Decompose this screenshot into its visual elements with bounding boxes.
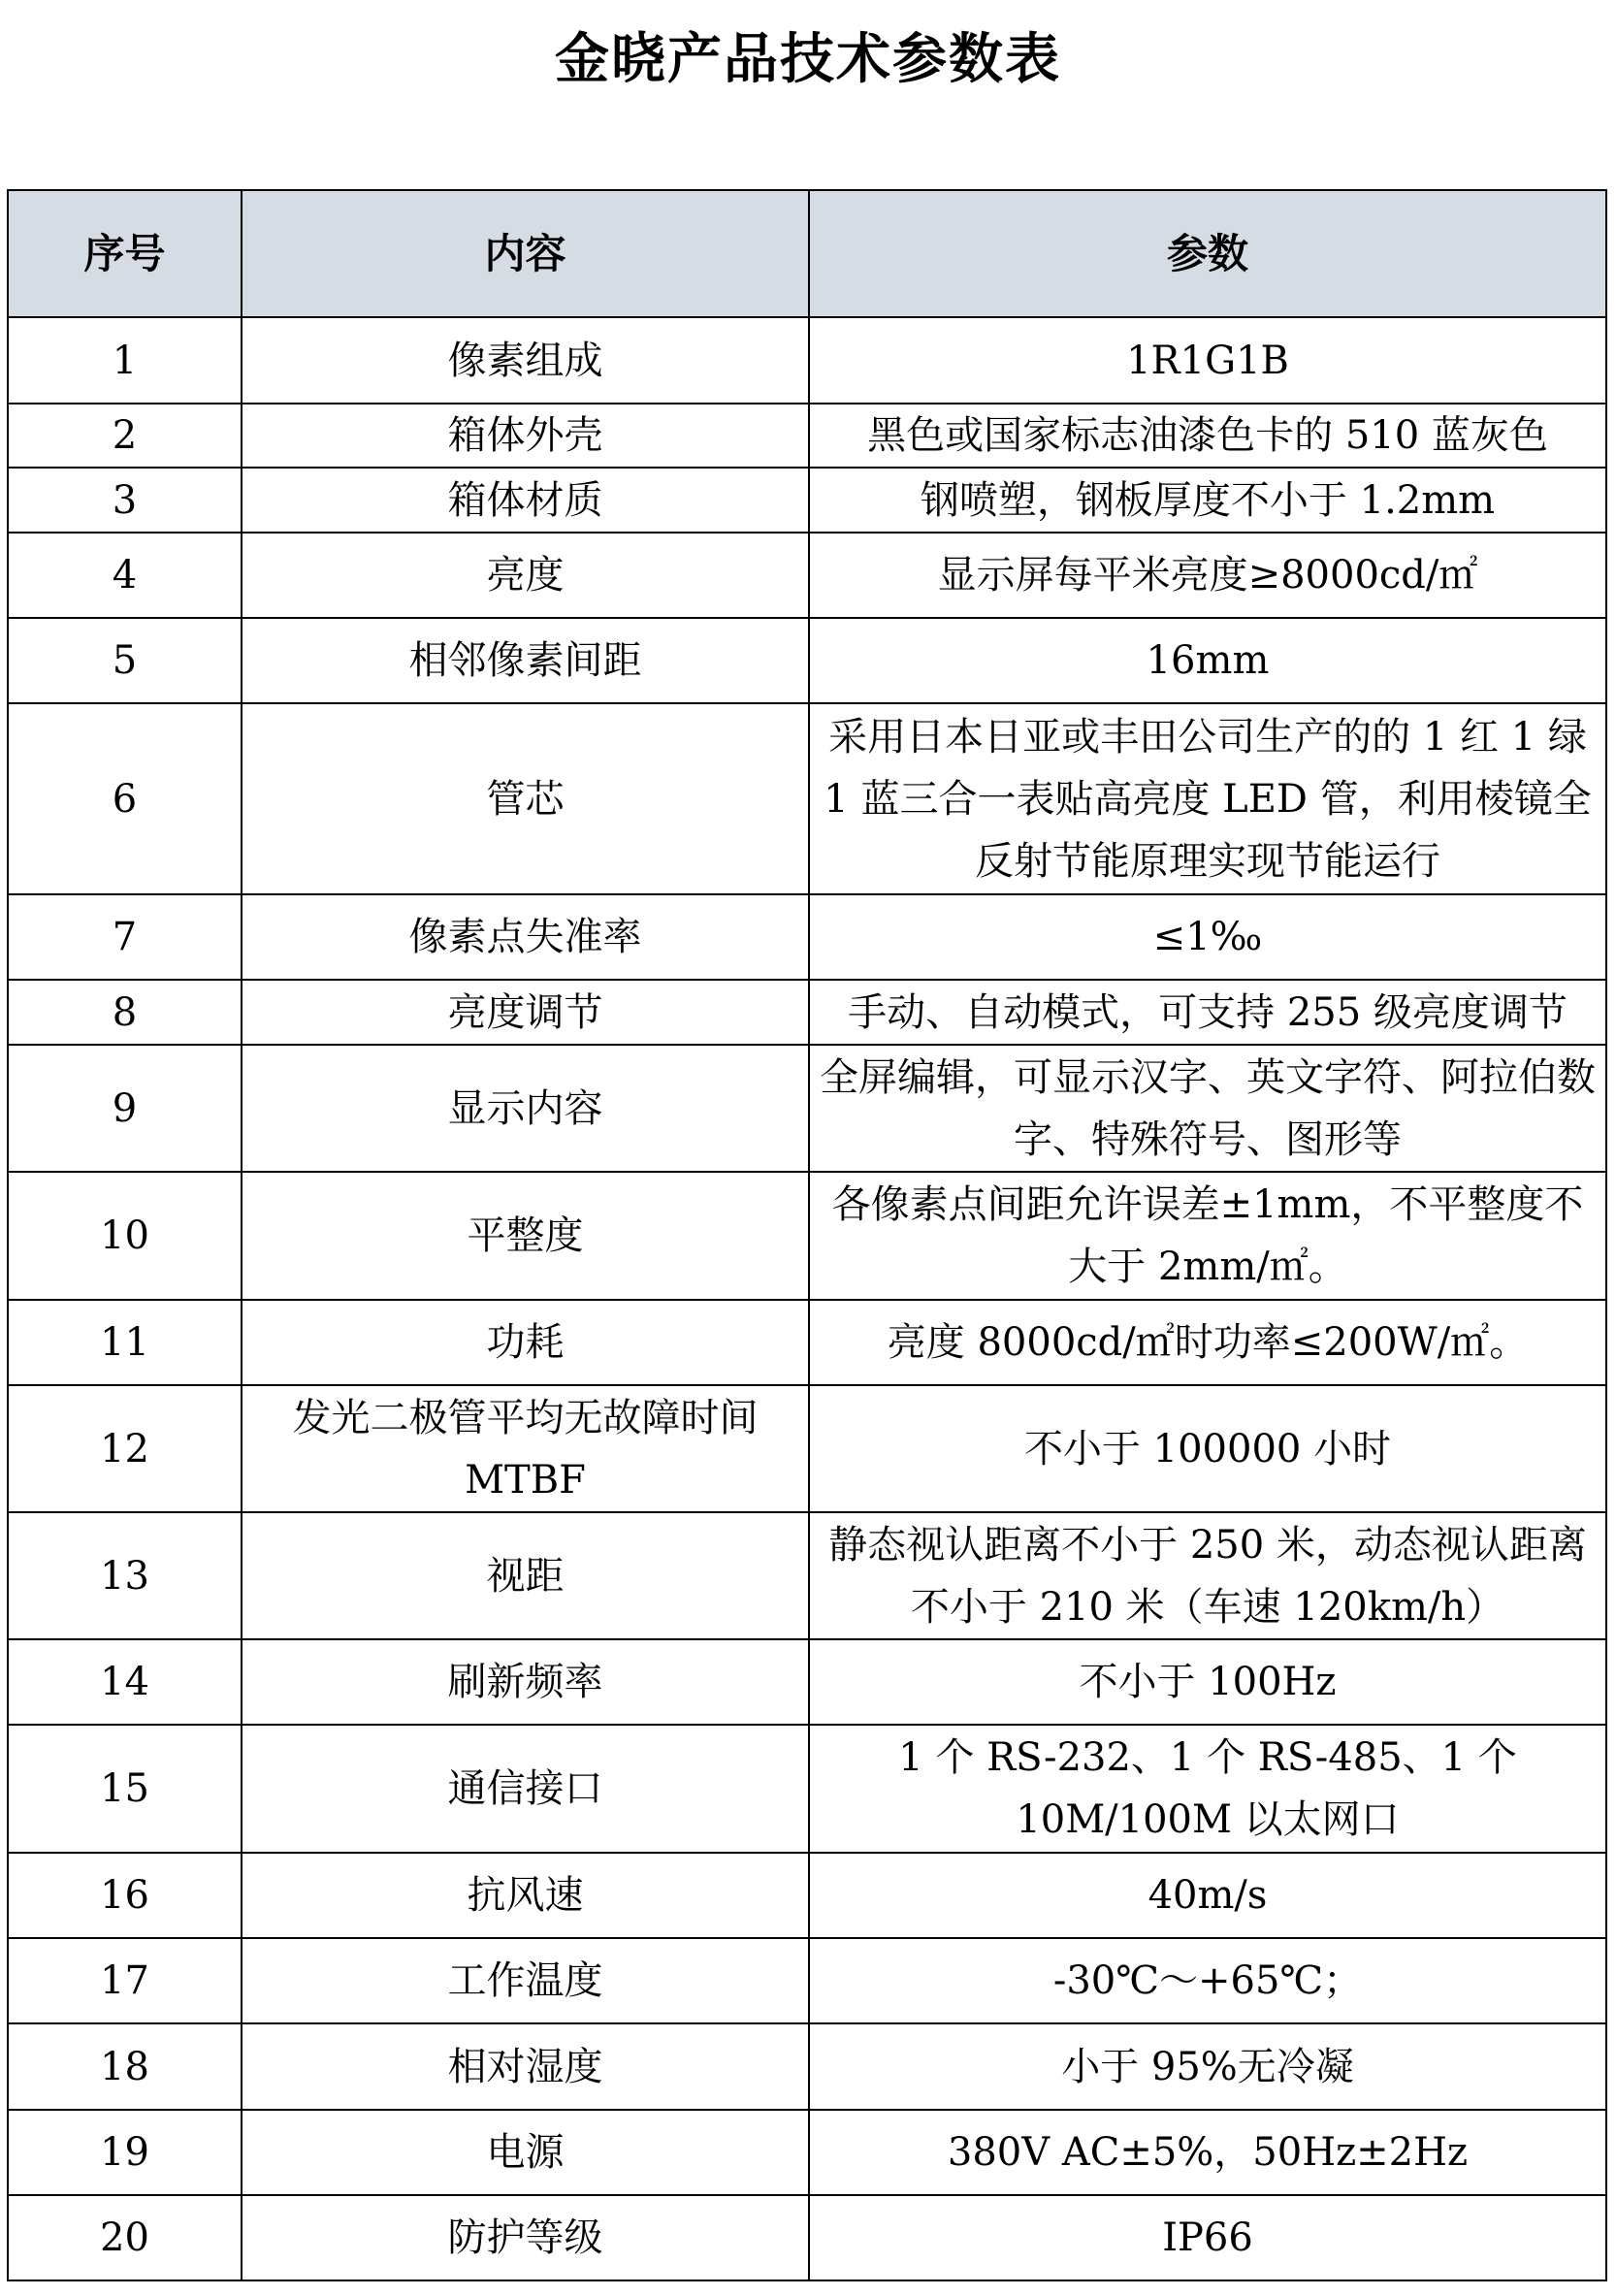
table-row — [8, 1385, 1606, 1512]
header-row — [8, 190, 1606, 317]
row-no: 10 — [8, 1172, 242, 1300]
row-no: 17 — [8, 1938, 242, 2023]
row-no: 5 — [8, 618, 242, 703]
row-value: 全屏编辑，可显示汉字、英文字符、阿拉伯数字、特殊符号、图形等 — [809, 1045, 1606, 1172]
row-no: 15 — [8, 1725, 242, 1853]
row-item: 亮度 — [242, 533, 809, 618]
table-row — [8, 404, 1606, 468]
row-value: 各像素点间距允许误差±1mm，不平整度不大于 2mm/㎡。 — [809, 1172, 1606, 1300]
row-value: 亮度 8000cd/㎡时功率≤200W/㎡。 — [809, 1300, 1606, 1385]
row-no: 2 — [8, 404, 242, 468]
row-item: 防护等级 — [242, 2195, 809, 2280]
row-value: 静态视认距离不小于 250 米，动态视认距离不小于 210 米（车速 120km/h） — [809, 1512, 1606, 1639]
row-item: 箱体材质 — [242, 468, 809, 533]
row-no: 3 — [8, 468, 242, 533]
row-value: 40m/s — [809, 1853, 1606, 1938]
row-item: 相邻像素间距 — [242, 618, 809, 703]
table-row — [8, 1300, 1606, 1385]
table-row — [8, 1045, 1606, 1172]
table-row — [8, 1172, 1606, 1300]
row-item: 显示内容 — [242, 1045, 809, 1172]
table-row — [8, 1853, 1606, 1938]
row-no: 8 — [8, 980, 242, 1045]
row-value: 16mm — [809, 618, 1606, 703]
table-row — [8, 468, 1606, 533]
row-no: 1 — [8, 317, 242, 404]
row-no: 7 — [8, 894, 242, 980]
row-value: 小于 95%无冷凝 — [809, 2023, 1606, 2110]
row-value: 1 个 RS-232、1 个 RS-485、1 个10M/100M 以太网口 — [809, 1725, 1606, 1853]
row-item: 发光二极管平均无故障时间MTBF — [242, 1385, 809, 1512]
row-value: 采用日本日亚或丰田公司生产的的 1 红 1 绿 1 蓝三合一表贴高亮度 LED 管，利用棱镜全反射节能原理实现节能运行 — [809, 703, 1606, 894]
spec-table — [7, 189, 1607, 2281]
row-item: 相对湿度 — [242, 2023, 809, 2110]
row-item: 像素组成 — [242, 317, 809, 404]
row-no: 20 — [8, 2195, 242, 2280]
row-item: 箱体外壳 — [242, 404, 809, 468]
row-item: 亮度调节 — [242, 980, 809, 1045]
row-value: 不小于 100Hz — [809, 1639, 1606, 1725]
row-item: 刷新频率 — [242, 1639, 809, 1725]
table-row — [8, 1512, 1606, 1639]
row-value: ≤1‰ — [809, 894, 1606, 980]
row-item: 工作温度 — [242, 1938, 809, 2023]
header-item: 内容 — [242, 190, 809, 317]
table-row — [8, 2110, 1606, 2195]
row-value: 显示屏每平米亮度≥8000cd/㎡ — [809, 533, 1606, 618]
table-row — [8, 894, 1606, 980]
row-value: 黑色或国家标志油漆色卡的 510 蓝灰色 — [809, 404, 1606, 468]
table-row — [8, 1725, 1606, 1853]
row-value: 不小于 100000 小时 — [809, 1385, 1606, 1512]
header-value: 参数 — [809, 190, 1606, 317]
table-row — [8, 618, 1606, 703]
row-no: 12 — [8, 1385, 242, 1512]
row-value: IP66 — [809, 2195, 1606, 2280]
table-row — [8, 1639, 1606, 1725]
table-row — [8, 980, 1606, 1045]
row-no: 9 — [8, 1045, 242, 1172]
row-value: 1R1G1B — [809, 317, 1606, 404]
row-value: 380V AC±5%，50Hz±2Hz — [809, 2110, 1606, 2195]
table-row — [8, 703, 1606, 894]
row-value: -30℃～+65℃； — [809, 1938, 1606, 2023]
row-no: 13 — [8, 1512, 242, 1639]
page-title: 金晓产品技术参数表 — [555, 28, 1061, 91]
table-row — [8, 2195, 1606, 2280]
row-value: 钢喷塑，钢板厚度不小于 1.2mm — [809, 468, 1606, 533]
header-no: 序号 — [8, 190, 242, 317]
row-no: 4 — [8, 533, 242, 618]
row-no: 11 — [8, 1300, 242, 1385]
row-no: 6 — [8, 703, 242, 894]
row-no: 14 — [8, 1639, 242, 1725]
row-item: 像素点失准率 — [242, 894, 809, 980]
row-value: 手动、自动模式，可支持 255 级亮度调节 — [809, 980, 1606, 1045]
row-item: 平整度 — [242, 1172, 809, 1300]
table-row — [8, 533, 1606, 618]
row-item: 电源 — [242, 2110, 809, 2195]
row-no: 19 — [8, 2110, 242, 2195]
table-row — [8, 2023, 1606, 2110]
table-row — [8, 1938, 1606, 2023]
row-item: 管芯 — [242, 703, 809, 894]
row-no: 18 — [8, 2023, 242, 2110]
row-item: 抗风速 — [242, 1853, 809, 1938]
row-item: 功耗 — [242, 1300, 809, 1385]
table-row — [8, 317, 1606, 404]
row-no: 16 — [8, 1853, 242, 1938]
row-item: 通信接口 — [242, 1725, 809, 1853]
row-item: 视距 — [242, 1512, 809, 1639]
